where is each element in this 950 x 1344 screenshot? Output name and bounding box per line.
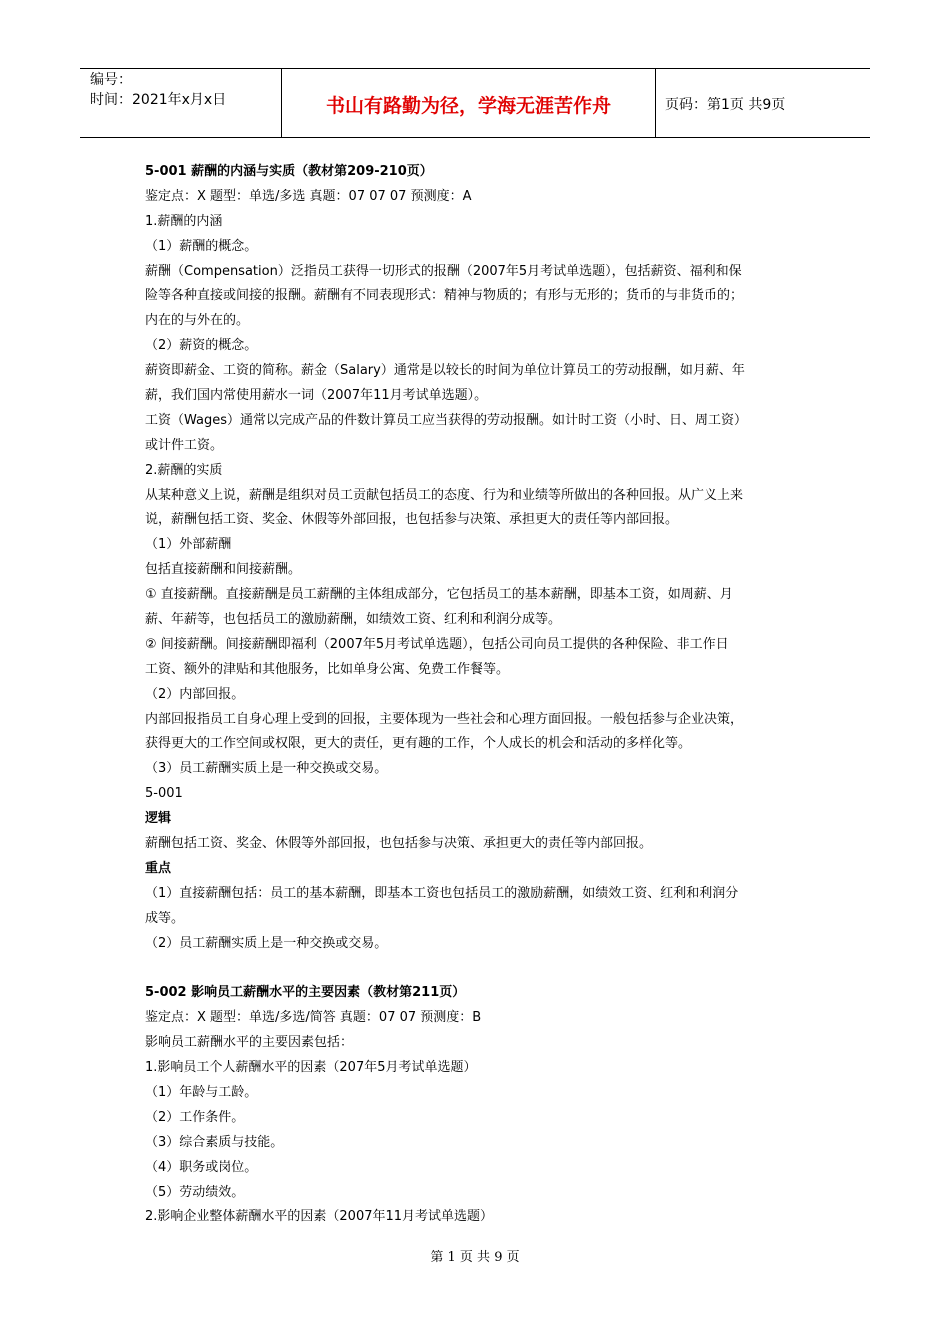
number-label: 编号：: [90, 72, 132, 88]
paragraph-line: （1）年龄与工龄。: [145, 1084, 258, 1100]
key-point-line: （1）直接薪酬包括：员工的基本薪酬，即基本工资也包括员工的激励薪酬，如绩效工资、红利和利润分: [145, 885, 739, 901]
paragraph-line: 说，薪酬包括工资、奖金、休假等外部回报，也包括参与决策、承担更大的责任等内部回报。: [145, 512, 679, 528]
header-right-cell: [655, 69, 870, 137]
paragraph-line: 薪酬（Compensation）泛指员工获得一切形式的报酬（2007年5月考试单选题），包括薪资、福利和保: [145, 263, 742, 279]
paragraph-line: 获得更大的工作空间或权限，更大的责任，更有趣的工作，个人成长的机会和活动的多样化等。: [145, 736, 692, 752]
page-footer: 第 1 页 共 9 页: [430, 1250, 520, 1265]
paragraph-line: （2）薪资的概念。: [145, 338, 258, 354]
header-left-cell: [80, 69, 281, 137]
logic-label: 逻辑: [145, 811, 172, 827]
paragraph-line: 1.薪酬的内涵: [145, 213, 223, 229]
paragraph-line: ① 直接薪酬。直接薪酬是员工薪酬的主体组成部分，它包括员工的基本薪酬，即基本工资，如周薪、月: [145, 587, 733, 603]
logic-text: 薪酬包括工资、奖金、休假等外部回报，也包括参与决策、承担更大的责任等内部回报。: [145, 836, 653, 852]
key-point-line: （2）员工薪酬实质上是一种交换或交易。: [145, 935, 388, 951]
paragraph-line: （3）综合素质与技能。: [145, 1134, 284, 1150]
paragraph-line: 薪，我们国内常使用薪水一词（2007年11月考试单选题）。: [145, 388, 488, 404]
paragraph-line: 从某种意义上说，薪酬是组织对员工贡献包括员工的态度、行为和业绩等所做出的各种回报。从广义上来: [145, 487, 744, 503]
key-points-label: 重点: [145, 860, 172, 876]
section-title: 5-002 影响员工薪酬水平的主要因素（教材第211页）: [145, 985, 466, 1001]
paragraph-line: （5）劳动绩效。: [145, 1184, 245, 1200]
paragraph-line: ② 间接薪酬。间接薪酬即福利（2007年5月考试单选题），包括公司向员工提供的各种保险、非工作日: [145, 636, 729, 652]
paragraph-line: 2.影响企业整体薪酬水平的因素（2007年11月考试单选题）: [145, 1209, 494, 1225]
paragraph-line: （3）员工薪酬实质上是一种交换或交易。: [145, 761, 388, 777]
section-spacer: [145, 957, 810, 982]
paragraph-line: （1）薪酬的概念。: [145, 238, 258, 254]
header-motto-cell: [281, 69, 656, 137]
paragraph-line: 1.影响员工个人薪酬水平的因素（207年5月考试单选题）: [145, 1060, 477, 1076]
paragraph-line: 2.薪酬的实质: [145, 462, 223, 478]
paragraph-line: 内部回报指员工自身心理上受到的回报，主要体现为一些社会和心理方面回报。一般包括参与企业决策，: [145, 711, 744, 727]
document-body: [145, 160, 810, 1230]
page-header: [80, 68, 870, 138]
page-info: 页码：第1页 共9页: [665, 97, 786, 113]
paragraph-line: 薪资即薪金、工资的简称。薪金（Salary）通常是以较长的时间为单位计算员工的劳动报酬，如月薪、年: [145, 363, 745, 379]
paragraph-line: （2）工作条件。: [145, 1109, 245, 1125]
paragraph-line: 影响员工薪酬水平的主要因素包括：: [145, 1035, 354, 1051]
paragraph-line: 工资（Wages）通常以完成产品的件数计算员工应当获得的劳动报酬。如计时工资（小时、日、周工资）: [145, 412, 748, 428]
paragraph-line: 薪、年薪等，也包括员工的激励薪酬，如绩效工资、红利和利润分成等。: [145, 612, 562, 628]
paragraph-line: 内在的与外在的。: [145, 313, 250, 329]
section-meta: 鉴定点：X 题型：单选/多选 真题：07 07 07 预测度：A: [145, 188, 472, 204]
key-point-line: 成等。: [145, 910, 185, 926]
paragraph-line: （2）内部回报。: [145, 686, 245, 702]
paragraph-line: （1）外部薪酬: [145, 537, 232, 553]
paragraph-line: （4）职务或岗位。: [145, 1159, 258, 1175]
paragraph-line: 或计件工资。: [145, 437, 224, 453]
section-meta: 鉴定点：X 题型：单选/多选/简答 真题：07 07 预测度：B: [145, 1010, 482, 1026]
date-line: 时间：2021年x月x日: [90, 92, 227, 108]
paragraph-line: 包括直接薪酬和间接薪酬。: [145, 562, 302, 578]
section-title: 5-001 薪酬的内涵与实质（教材第209-210页）: [145, 164, 433, 179]
section-code: 5-001: [145, 786, 183, 802]
motto: 书山有路勤为径，学海无涯苦作舟: [325, 95, 611, 117]
paragraph-line: 工资、额外的津贴和其他服务，比如单身公寓、免费工作餐等。: [145, 661, 510, 677]
paragraph-line: 险等各种直接或间接的报酬。薪酬有不同表现形式：精神与物质的；有形与无形的；货币的与非货币的；: [145, 288, 744, 304]
